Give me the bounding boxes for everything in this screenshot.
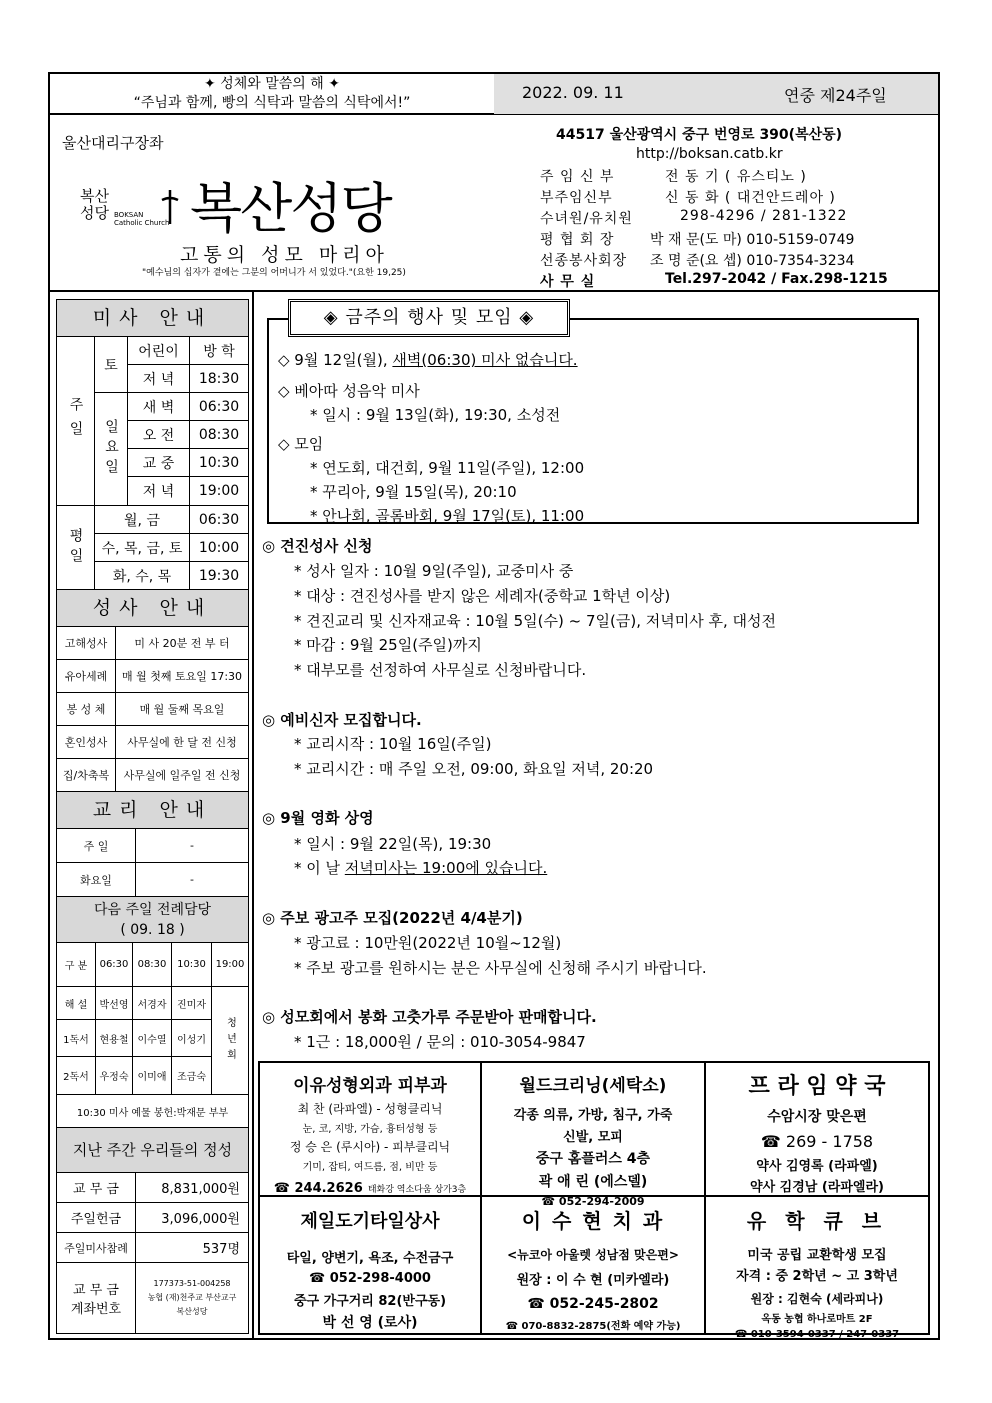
liturgy-person: 이수열	[132, 1019, 172, 1057]
ad-line: 눈, 코, 지방, 가슴, 흉터성형 등	[302, 1124, 438, 1135]
mass-name: 어린이	[127, 336, 190, 365]
offertory-note: 10:30 미사 예물 봉헌:박재문 부부	[56, 1094, 249, 1128]
notice-item: * 일시 : 9월 22일(목), 19:30	[294, 835, 492, 853]
offering-title: 지난 주간 우리들의 정성	[56, 1127, 249, 1173]
logo-line-2: 성당	[80, 204, 109, 222]
liturgy-col: 06:30	[95, 942, 133, 987]
ad-dental	[480, 1195, 706, 1335]
catechism-name: 화요일	[56, 862, 136, 897]
church-name: 복산성당	[190, 177, 391, 240]
sacrament-name: 유아세례	[56, 659, 116, 693]
youth-group	[211, 986, 249, 1095]
sunday-day-text: 일요일	[103, 419, 119, 479]
sunday-label-text: 주일	[67, 397, 84, 445]
logo-text	[80, 188, 109, 222]
account-label	[56, 1262, 136, 1334]
ad-title: 프 라 임 약 국	[748, 1074, 886, 1099]
sacrament-value: 매 월 첫째 토요일 17:30	[115, 659, 249, 693]
account-label-2: 계좌번호	[70, 1302, 122, 1317]
weekday-time: 06:30	[189, 505, 249, 534]
ad-title: 유 학 큐 브	[746, 1209, 888, 1233]
contact-label: 사 무 실	[540, 274, 596, 290]
logo-en-1: BOKSAN	[114, 211, 144, 219]
weekday-label-text: 평일	[67, 527, 84, 568]
ad-line: 신발, 모피	[563, 1130, 623, 1145]
weekday-time: 10:00	[189, 533, 249, 562]
sacrament-value: 미 사 20분 전 부 터	[115, 626, 249, 660]
contact-label: 부주임신부	[540, 190, 613, 206]
contact-value: 전 동 기 ( 유스티노 )	[665, 169, 807, 185]
mass-name: 저 녁	[127, 476, 190, 506]
catechism-value: -	[135, 862, 249, 897]
ad-line: 최 찬 (라파엘) - 성형클리닉	[297, 1102, 443, 1116]
contact-label: 평 협 회 장	[540, 232, 615, 248]
liturgy-col: 구 분	[56, 942, 96, 987]
offering-name: 주일헌금	[56, 1202, 136, 1233]
liturgy-person: 이성기	[171, 1019, 212, 1057]
liturgy-person: 진미자	[171, 986, 212, 1020]
ad-title: 월드크리닝(세탁소)	[519, 1076, 667, 1096]
liturgy-col: 08:30	[132, 942, 172, 987]
mass-time: 19:00	[189, 476, 249, 506]
cross-icon	[158, 186, 182, 226]
notice-item: * 성사 일자 : 10월 9일(주일), 교중미사 중	[294, 562, 574, 580]
logo-en-2: Catholic Church	[114, 219, 170, 227]
notice-title: ◎ 9월 영화 상영	[262, 809, 374, 827]
notice-item: * 대부모를 선정하여 사무실로 신청바랍니다.	[294, 661, 587, 679]
bible-quote: "예수님의 십자가 곁에는 그분의 어머니가 서 있었다."(요한 19,25)	[142, 268, 406, 278]
ad-line: <뉴코아 아울렛 성남점 맞은편>	[507, 1248, 679, 1262]
notice-text-underlined: 저녁미사는 19:00에 있습니다.	[344, 859, 548, 877]
notice-title: ◎ 주보 광고주 모집(2022년 4/4분기)	[262, 909, 523, 927]
contact-label: 주 임 신 부	[540, 169, 615, 185]
ad-line: 원장 : 김현숙 (세라피나)	[750, 1292, 884, 1306]
catechism-name: 주 일	[56, 828, 136, 863]
contact-value: 신 동 화 ( 대건안드레아 )	[665, 190, 836, 206]
event-text: ◇ 9월 12일(월),	[278, 351, 393, 369]
ad-address: 태화강 역소다움 상가3층	[367, 1185, 467, 1195]
catechism-title: 교리 안내	[56, 791, 249, 829]
liturgy-role: 2독서	[56, 1056, 96, 1095]
sacrament-title: 성사 안내	[56, 589, 249, 627]
ad-line: 약사 김영록 (라파엘)	[756, 1159, 878, 1174]
mass-time: 10:30	[189, 448, 249, 477]
event-detail: * 연도회, 대건회, 9월 11일(주일), 12:00	[310, 459, 585, 477]
ad-phone: ☎ 052-245-2802	[527, 1296, 659, 1312]
ad-line: 중구 가구거리 82(반구동)	[293, 1294, 447, 1309]
liturgy-col: 19:00	[211, 942, 249, 987]
ad-line: 타일, 양변기, 욕조, 수전금구	[286, 1251, 454, 1266]
offering-name: 주일미사참례	[56, 1232, 136, 1263]
motto: “주님과 함께, 빵의 식탁과 말씀의 식탁에서!”	[133, 95, 411, 111]
notice-item: * 주보 광고를 원하시는 분은 사무실에 신청해 주시기 바랍니다.	[294, 959, 707, 977]
ad-pharmacy	[704, 1061, 930, 1197]
weekday-time: 19:30	[189, 561, 249, 590]
ad-line: 미국 공립 교환학생 모집	[747, 1248, 887, 1263]
ad-line: 각종 의류, 가방, 침구, 가죽	[513, 1108, 673, 1123]
offering-value: 3,096,000원	[135, 1202, 249, 1233]
ad-line: 옥동 농협 하나로마트 2F	[761, 1314, 873, 1325]
offering-value: 537명	[135, 1232, 249, 1263]
patron-saint: 고통의 성모 마리아	[180, 244, 389, 266]
ad-line: 정 승 은 (루시아) - 피부클리닉	[289, 1140, 451, 1154]
ad-clinic	[258, 1061, 482, 1197]
event-item: ◇ 베아따 성음악 미사	[278, 382, 420, 400]
ad-phone: ☎ 269 - 1758	[760, 1132, 874, 1151]
liturgy-header	[56, 896, 249, 943]
notice-title: ◎ 예비신자 모집합니다.	[262, 711, 422, 729]
liturgy-person: 서경자	[132, 986, 172, 1020]
mass-time: 18:30	[189, 364, 249, 393]
address: 44517 울산광역시 중구 번영로 390(복산동)	[556, 127, 843, 143]
catechism-value: -	[135, 828, 249, 863]
mass-time: 06:30	[189, 392, 249, 421]
ad-tile	[258, 1195, 482, 1335]
notice-title: ◎ 성모회에서 봉화 고춧가루 주문받아 판매합니다.	[262, 1008, 597, 1026]
ad-line: 기미, 잡티, 여드름, 점, 비만 등	[302, 1162, 438, 1173]
liturgy-person: 이미애	[132, 1056, 172, 1095]
notice-text: * 이 날	[294, 859, 345, 877]
offering-value: 8,831,000원	[135, 1172, 249, 1203]
ad-line: 곽 애 린 (에스델)	[538, 1174, 648, 1190]
contact-value: 298-4296 / 281-1322	[680, 208, 848, 224]
liturgy-title: 다음 주일 전례담당	[93, 902, 212, 918]
ad-line: 중구 홈플러스 4층	[535, 1151, 651, 1167]
youth-group-text: 청년회	[224, 1016, 236, 1065]
liturgy-date: ( 09. 18 )	[120, 922, 185, 938]
sacrament-value: 매 월 둘째 목요일	[115, 692, 249, 726]
ad-line: 박 선 영 (로사)	[322, 1315, 418, 1331]
ad-line: 원장 : 이 수 현 (미카엘라)	[516, 1273, 670, 1288]
mass-name: 오 전	[127, 420, 190, 449]
notice-item: * 광고료 : 10만원(2022년 10월~12월)	[294, 934, 562, 952]
sacrament-name: 혼인성사	[56, 725, 116, 759]
mass-name: 저 녁	[127, 364, 190, 393]
event-detail: * 일시 : 9월 13일(화), 19:30, 소성전	[310, 406, 561, 424]
ad-line: 약사 김경남 (라파엘라)	[750, 1180, 884, 1195]
liturgy-person: 조금숙	[171, 1056, 212, 1095]
weekday-label	[56, 505, 95, 590]
notice-item: * 대상 : 견진성사를 받지 않은 세례자(중학교 1학년 이상)	[294, 587, 671, 605]
divider	[252, 291, 254, 1340]
event-item: ◇ 모임	[278, 435, 324, 453]
mass-name: 새 벽	[127, 392, 190, 421]
events-title: ◈ 금주의 행사 및 모임 ◈	[288, 299, 570, 337]
sacrament-name: 고해성사	[56, 626, 116, 660]
contact-label: 선종봉사회장	[540, 253, 628, 269]
church-banner	[60, 128, 490, 283]
notice-title: ◎ 견진성사 신청	[262, 537, 373, 555]
contact-label: 수녀원/유치원	[540, 211, 633, 227]
ad-line: 수암시장 맞은편	[767, 1109, 867, 1125]
notice-item: * 교리시간 : 매 주일 오전, 09:00, 화요일 저녁, 20:20	[294, 760, 654, 778]
weekday-name: 수, 목, 금, 토	[94, 533, 190, 562]
mass-name: 교 중	[127, 448, 190, 477]
account-line: 복산성당	[176, 1307, 208, 1316]
account-label-1: 교 무 금	[73, 1283, 119, 1298]
offering-name: 교 무 금	[56, 1172, 136, 1203]
mass-title: 미사 안내	[56, 299, 249, 337]
motto-title: ✦ 성체와 말씀의 해 ✦	[204, 76, 340, 92]
liturgy-person: 박선영	[95, 986, 133, 1020]
weekday-name: 화, 수, 목	[94, 561, 190, 590]
logo-line-1: 복산	[80, 187, 109, 205]
mass-time: 방 학	[189, 336, 249, 365]
date-box	[494, 74, 938, 114]
ad-phone: ☎ 052-298-4000	[309, 1271, 431, 1286]
event-detail: * 꾸리아, 9월 15일(목), 20:10	[310, 483, 517, 501]
ad-phone: ☎ 244.2626	[273, 1181, 363, 1196]
contact-value: Tel.297-2042 / Fax.298-1215	[665, 271, 888, 287]
diocese: 울산대리구장좌	[62, 134, 164, 152]
issue-date: 2022. 09. 11	[522, 83, 624, 102]
liturgy-person: 현용철	[95, 1019, 133, 1057]
notice-item: * 견진교리 및 신자재교육 : 10월 5일(수) ~ 7일(금), 저녁미사 후, 대성전	[294, 612, 776, 630]
notice-item: * 교리시작 : 10월 16일(주일)	[294, 735, 492, 753]
event-item	[278, 349, 578, 370]
ad-line: 자격 : 중 2학년 ~ 고 3학년	[736, 1269, 898, 1284]
notice-item	[294, 857, 547, 878]
sunday-day-label	[94, 392, 128, 506]
ad-phone: ☎ 052-294-2009	[541, 1195, 645, 1208]
account-line: 농협 (재)천주교 부산교구	[147, 1293, 237, 1302]
website-link[interactable]: http://boksan.catb.kr	[636, 146, 783, 162]
event-detail: * 안나회, 골롬바회, 9월 17일(토), 11:00	[310, 507, 585, 525]
ad-title: 이 수 현 치 과	[521, 1209, 665, 1233]
ad-phone: ☎ 010-3594-0337 / 247-0337	[734, 1329, 900, 1340]
weekday-name: 월, 금	[94, 505, 190, 534]
ad-study-abroad	[704, 1195, 930, 1340]
mass-time: 08:30	[189, 420, 249, 449]
liturgy-col: 10:30	[171, 942, 212, 987]
ad-phone: ☎ 070-8832-2875(전화 예약 가능)	[505, 1321, 681, 1332]
saturday-label: 토	[94, 336, 128, 393]
sacrament-value: 사무실에 한 달 전 신청	[115, 725, 249, 759]
sunday-label	[56, 336, 95, 506]
account-line: 177373-51-004258	[153, 1279, 231, 1288]
liturgy-role: 1독서	[56, 1019, 96, 1057]
event-text-underlined: 새벽(06:30) 미사 없습니다.	[392, 351, 578, 369]
contact-value: 박 재 문(도 마) 010-5159-0749	[650, 232, 855, 248]
account-number	[135, 1262, 249, 1334]
ad-title: 제일도기타일상사	[300, 1211, 440, 1232]
ad-title: 이유성형외과 피부과	[293, 1076, 447, 1096]
motto-box	[50, 74, 494, 114]
notice-item: * 마감 : 9월 25일(주일)까지	[294, 636, 482, 654]
ad-laundry	[480, 1061, 706, 1208]
liturgy-person: 우정숙	[95, 1056, 133, 1095]
liturgical-week: 연중 제24주일	[784, 86, 887, 105]
contact-info	[540, 120, 930, 290]
sacrament-name: 봉 성 체	[56, 692, 116, 726]
contact-value: 조 명 준(요 셉) 010-7354-3234	[650, 253, 855, 269]
ads-grid	[258, 1061, 930, 1340]
liturgy-role: 해 설	[56, 986, 96, 1020]
sacrament-value: 사무실에 일주일 전 신청	[115, 758, 249, 792]
notice-item: * 1근 : 18,000원 / 문의 : 010-3054-9847	[294, 1033, 586, 1051]
sacrament-name: 집/차축복	[56, 758, 116, 792]
